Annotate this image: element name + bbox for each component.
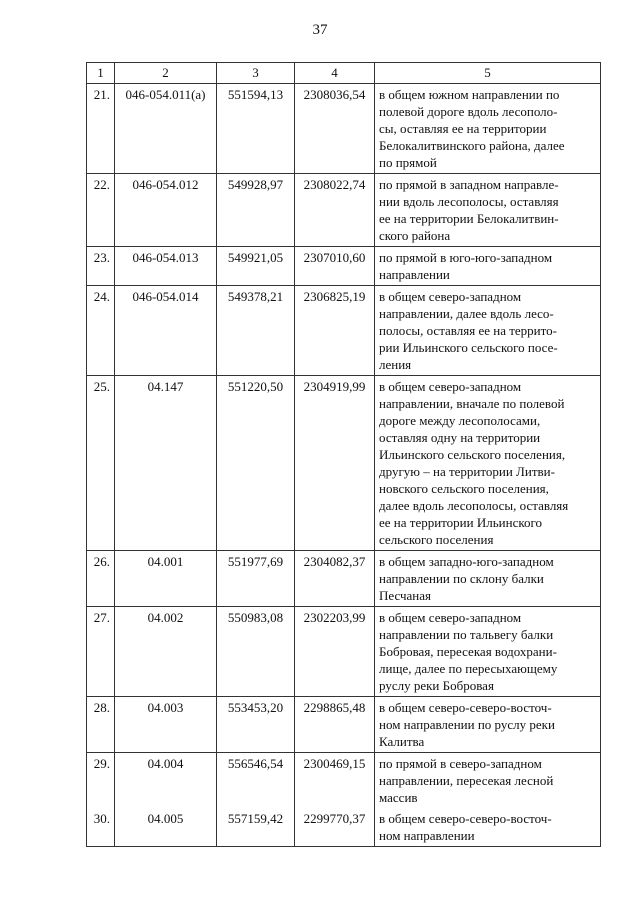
table-row: [87, 551, 601, 607]
coord-x: 551977,69: [217, 551, 295, 607]
point-code: 046-054.011(а): [115, 84, 217, 174]
route-table: [86, 62, 601, 847]
route-description: в общем северо-северо-восточ- ном направлении: [375, 808, 601, 847]
row-number: 30.: [87, 808, 115, 847]
table-row: [87, 174, 601, 247]
coord-x: 556546,54: [217, 753, 295, 809]
route-description: по прямой в юго-юго-западном направлении: [375, 247, 601, 286]
coord-y: 2308022,74: [295, 174, 375, 247]
route-description: по прямой в северо-западном направлении, пересекая лесной массив: [375, 753, 601, 809]
header-col-4: 4: [295, 63, 375, 84]
coord-x: 551594,13: [217, 84, 295, 174]
coord-y: 2299770,37: [295, 808, 375, 847]
point-code: 04.003: [115, 697, 217, 753]
header-col-2: 2: [115, 63, 217, 84]
row-number: 25.: [87, 376, 115, 551]
route-description: в общем западно-юго-западном направлении по склону балки Песчаная: [375, 551, 601, 607]
route-description: в общем северо-западном направлении по тальвегу балки Бобровая, пересекая водохрани- лище, далее по пересыхающему руслу реки Бобровая: [375, 607, 601, 697]
table-row: [87, 808, 601, 847]
point-code: 04.004: [115, 753, 217, 809]
table-row: [87, 376, 601, 551]
row-number: 23.: [87, 247, 115, 286]
row-number: 27.: [87, 607, 115, 697]
coord-y: 2308036,54: [295, 84, 375, 174]
header-col-1: 1: [87, 63, 115, 84]
table-header-row: [87, 63, 601, 84]
coord-y: 2302203,99: [295, 607, 375, 697]
table-row: [87, 607, 601, 697]
coord-y: 2307010,60: [295, 247, 375, 286]
row-number: 28.: [87, 697, 115, 753]
coord-x: 549928,97: [217, 174, 295, 247]
point-code: 046-054.013: [115, 247, 217, 286]
row-number: 26.: [87, 551, 115, 607]
point-code: 04.005: [115, 808, 217, 847]
point-code: 046-054.012: [115, 174, 217, 247]
coord-y: 2304919,99: [295, 376, 375, 551]
route-description: по прямой в западном направле- нии вдоль лесополосы, оставляя ее на территории Белокалитвин- ского района: [375, 174, 601, 247]
coord-y: 2300469,15: [295, 753, 375, 809]
coord-x: 549378,21: [217, 286, 295, 376]
coord-x: 557159,42: [217, 808, 295, 847]
route-description: в общем северо-западном направлении, вначале по полевой дороге между лесополосами, оставляя одну на территории Ильинского сельского поселения, другую – на территории Литви- новского сельского поселения, далее вдоль лесополосы, оставляя ее на территории Ильинского сельского поселения: [375, 376, 601, 551]
table-row: [87, 753, 601, 809]
point-code: 04.001: [115, 551, 217, 607]
header-col-3: 3: [217, 63, 295, 84]
table-row: [87, 286, 601, 376]
row-number: 21.: [87, 84, 115, 174]
point-code: 046-054.014: [115, 286, 217, 376]
row-number: 29.: [87, 753, 115, 809]
row-number: 22.: [87, 174, 115, 247]
route-description: в общем северо-западном направлении, далее вдоль лесо- полосы, оставляя ее на террито- рии Ильинского сельского посе- ления: [375, 286, 601, 376]
table-row: [87, 247, 601, 286]
row-number: 24.: [87, 286, 115, 376]
point-code: 04.002: [115, 607, 217, 697]
route-description: в общем северо-северо-восточ- ном направлении по руслу реки Калитва: [375, 697, 601, 753]
point-code: 04.147: [115, 376, 217, 551]
header-col-5: 5: [375, 63, 601, 84]
coord-x: 551220,50: [217, 376, 295, 551]
coord-y: 2298865,48: [295, 697, 375, 753]
route-description: в общем южном направлении по полевой дороге вдоль лесополо- сы, оставляя ее на территории Белокалитвинского района, далее по прямой: [375, 84, 601, 174]
table-row: [87, 84, 601, 174]
coord-x: 553453,20: [217, 697, 295, 753]
table-row: [87, 697, 601, 753]
coord-x: 549921,05: [217, 247, 295, 286]
coord-y: 2304082,37: [295, 551, 375, 607]
page-number: 37: [312, 22, 328, 38]
coord-x: 550983,08: [217, 607, 295, 697]
coord-y: 2306825,19: [295, 286, 375, 376]
